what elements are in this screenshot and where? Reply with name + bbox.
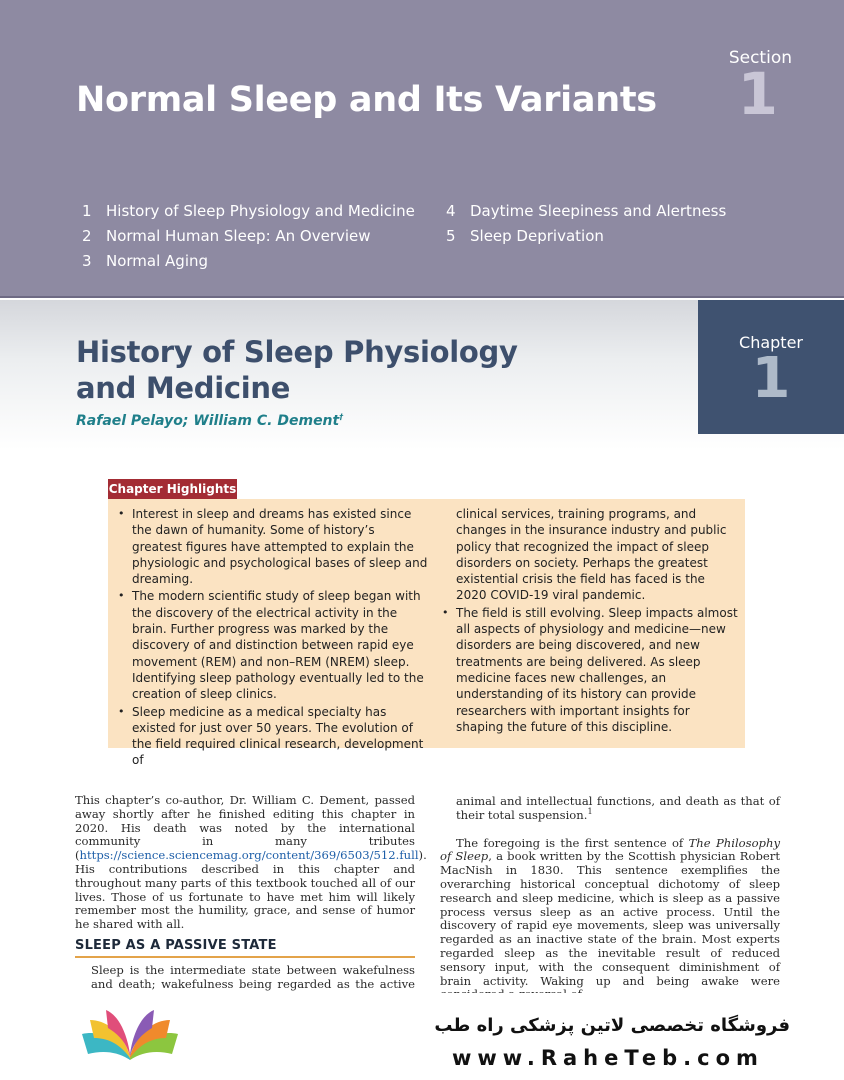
toc-item-number: 5 xyxy=(446,227,456,245)
chapter-title-line: History of Sleep Physiology xyxy=(76,335,518,369)
toc-item-number: 3 xyxy=(82,252,92,270)
body-paragraph xyxy=(440,837,780,1003)
toc-item-title: Daytime Sleepiness and Alertness xyxy=(470,202,727,220)
body-paragraph xyxy=(75,793,427,932)
body-text: This chapter’s co-author, Dr. William C. Dement, passed away shortly after he finished editing this chapter in 2020. His death was noted by the international community in many tributes ( xyxy=(75,793,415,863)
highlights-column-right xyxy=(442,506,738,736)
highlight-bullet: • Sleep medicine as a medical specialty has existed for just over 50 years. The evolution of the field required clinical research, development of xyxy=(118,704,428,769)
section-label: Section xyxy=(728,48,792,68)
body-text: ). His contributions described in this chapter and throughout many parts of this textbook touched all of our lives. Those of us fortunate to have met him will likely remember most the humility, grace, and sense of humor he shared with all. xyxy=(75,848,427,932)
toc-item-title: Sleep Deprivation xyxy=(470,227,604,245)
section-toc-left xyxy=(82,200,415,275)
chapter-authors xyxy=(76,413,343,429)
toc-item[interactable] xyxy=(82,250,415,275)
chapter-number-box xyxy=(698,300,844,434)
book-title: The Philosophy of Sleep xyxy=(440,835,780,864)
toc-item[interactable] xyxy=(82,225,415,250)
section-toc-right xyxy=(446,200,726,250)
body-text: The foregoing is the first sentence of xyxy=(456,835,689,850)
section-title: Normal Sleep and Its Variants xyxy=(76,80,657,120)
highlights-heading: Chapter Highlights xyxy=(108,479,237,499)
reference-mark[interactable]: 1 xyxy=(587,806,593,816)
section-heading: SLEEP AS A PASSIVE STATE xyxy=(75,938,415,958)
highlights-column-left xyxy=(118,506,428,770)
toc-item-title: History of Sleep Physiology and Medicine xyxy=(106,202,415,220)
chapter-title xyxy=(76,334,518,406)
open-book-logo-icon xyxy=(80,1008,180,1064)
epigraph-text: animal and intellectual functions, and death as that of their total suspension. xyxy=(456,794,780,822)
toc-item[interactable] xyxy=(446,200,726,225)
dagger-mark: † xyxy=(339,412,344,422)
highlight-bullet: • The field is still evolving. Sleep impacts almost all aspects of physiology and medicine—new disorders are being discovered, and new treatments are being delivered. As sleep medicine faces new challenges, an understanding of its history can provide researchers with important insights for shaping the future of this discipline. xyxy=(442,605,738,735)
chapter-number: 1 xyxy=(751,346,791,411)
chapter-label: Chapter xyxy=(739,333,803,352)
body-column-right xyxy=(440,795,780,1002)
section-number: 1 xyxy=(737,60,778,128)
epigraph-continuation xyxy=(456,795,780,823)
footer-persian-text: فروشگاه تخصصی لاتین پزشکی راه طب xyxy=(434,1015,790,1036)
highlight-bullet: • The modern scientific study of sleep began with the discovery of the electrical activity in the brain. Further progress was marked by the discovery of and distinction between rapid eye movement (REM) and non–REM (NREM) sleep. Identifying sleep pathology eventually led to the creation of sleep clinics. xyxy=(118,588,428,702)
chapter-title-line: and Medicine xyxy=(76,371,291,405)
toc-item[interactable] xyxy=(446,225,726,250)
highlight-bullet: • Interest in sleep and dreams has existed since the dawn of humanity. Some of history’s greatest figures have attempted to explain the physiologic and psychological bases of sleep and dreaming. xyxy=(118,506,428,587)
toc-item-number: 1 xyxy=(82,202,92,220)
toc-item-title: Normal Aging xyxy=(106,252,209,270)
epigraph-text: Sleep is the intermediate state between wakefulness and death; wakefulness being regarded as the active xyxy=(91,963,415,991)
body-column-left xyxy=(75,793,427,932)
footer-url[interactable]: www.RaheTeb.com xyxy=(452,1046,764,1070)
tribute-link[interactable]: https://science.sciencemag.org/content/369/6503/512.full xyxy=(79,848,419,863)
authors-text: Rafael Pelayo; William C. Dement xyxy=(76,413,340,429)
toc-item-number: 2 xyxy=(82,227,92,245)
toc-item-number: 4 xyxy=(446,202,456,220)
highlight-continuation: clinical services, training programs, and changes in the insurance industry and public policy that recognized the impact of sleep disorders on society. Perhaps the greatest existential crisis the field has faced is the 2020 COVID-19 viral pandemic. xyxy=(456,507,727,603)
toc-item-title: Normal Human Sleep: An Overview xyxy=(106,227,371,245)
toc-item[interactable] xyxy=(82,200,415,225)
body-text: , a book written by the Scottish physician Robert MacNish in 1830. This sentence exemplifies the overarching historical conceptual dichotomy of sleep research and sleep medicine, which is sleep as a passive process versus sleep as an active process. Until the discovery of rapid eye movements, sleep was universally regarded as an inactive state of the brain. Most experts regarded sleep as the inevitable result of reduced sensory input, with the consequent diminishment of brain activity. Waking up and being awake were xyxy=(440,849,780,988)
